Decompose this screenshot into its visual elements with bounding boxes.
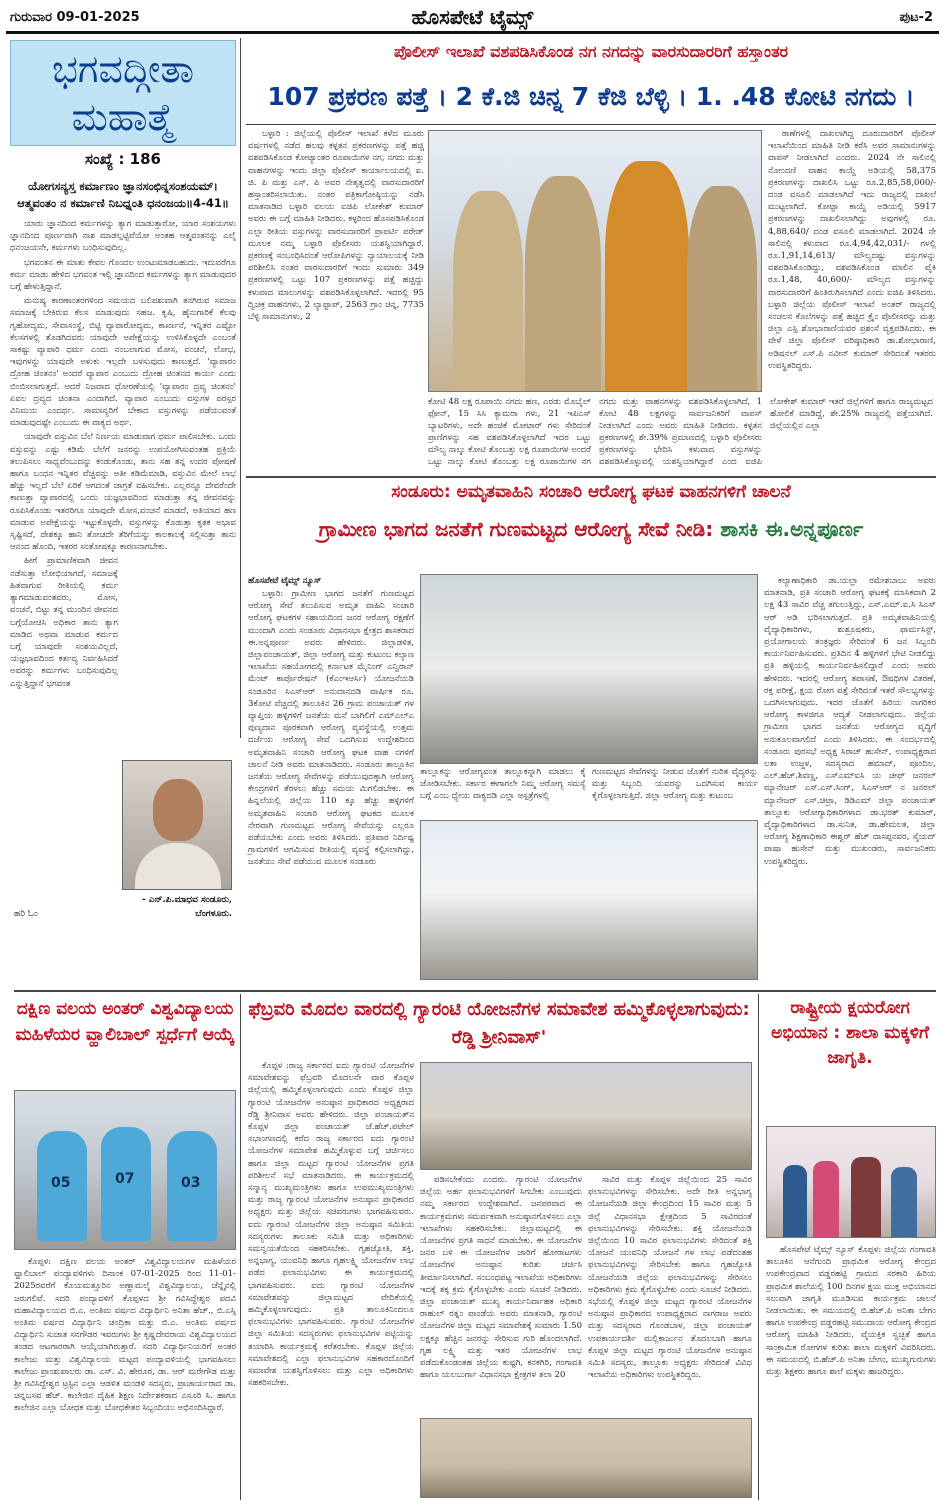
tb-body-text: ಹೊಸಪೇಟೆ ಟೈಮ್ಸ್ ನ್ಯೂಸ್ ಕೊಪ್ಪಳ: ಜಿಲ್ಲೆಯ ಗಂಗಾವತಿ ತಾಲೂಕಿನ ಆನೆಗುಂದಿ ಪ್ರಾಥಮಿಕ ಆರೋಗ್ಯ ಕೇಂದ್ರದ ಉಪಕೇಂದ್ರವಾದ ವಡ್ಡರಹಟ್ಟಿ ಗ್ರಾಮದ ಸರಕಾರಿ ಹಿರಿಯ ಪ್ರಾಥಮಿಕ ಶಾಲೆಯಲ್ಲಿ 100 ದಿನಗಳ ಕ್ಷಯ ಮುಕ್ತ ಅಭಿಯಾನದ ಸಲುವಾಗಿ ಜಾಗೃತಿ ಮೂಡಿಸುವ ಕಾರ್ಯಕ್ರಮ ಚಾಲನೆ ನೀಡಲಾಯಿತು. ಈ ಸಮಯದಲ್ಲಿ ಬಿ.ಹೆಚ್.ಪಿ ಅನಿತಾ ಬೇಗಂ ಹಾಗೂ ಉಪಕೇಂದ್ರ ವಡ್ಡರಹಟ್ಟಿ ಸಮುದಾಯ ಆರೋಗ್ಯ ಕೇಂದ್ರದ ಆರೋಗ್ಯ ಮಾಹಿತಿ ನೀಡಿದರು. ವೈಯಕ್ತಿಕ ಸ್ವಚ್ಛತೆ ಹಾಗೂ ಸಾಂಕ್ರಾಮಿಕ ರೋಗಗಳ ಕುರಿತು ಶಾಲಾ ಮಕ್ಕಳಿಗೆ ವಿವರಿಸಿದರು. ಈ ಸಮಯದಲ್ಲಿ ಬಿ.ಹೆಚ್.ಪಿ ಅನಿತಾ ಬೇಗಂ, ಮುಖ್ಯಗುರುಗಳು ಮತ್ತು ಶಿಕ್ಷಕರು ಹಾಗೂ ಶಾಲೆ ಮಕ್ಕಳು ಹಾಜರಿದ್ದರು. bbox=[766, 1245, 936, 1378]
guarantee-meeting-photo bbox=[420, 1062, 752, 1170]
officer-figure bbox=[453, 191, 523, 391]
portrait-shirt bbox=[135, 843, 221, 889]
student-figure bbox=[783, 1165, 807, 1237]
jersey-number: 07 bbox=[115, 1171, 135, 1187]
issue-date: ಗುರುವಾರ 09-01-2025 bbox=[10, 10, 140, 25]
person-figure bbox=[851, 1157, 881, 1237]
ambulance-col4-text: ಕಲ್ಯಾಣಾಧಿಕಾರಿ ಡಾ.ಯಲ್ಲಾ ರಮೇಶಬಾಬು ಅವರು ಮಾತನಾಡಿ, ಪ್ರತಿ ಸಂಚಾರಿ ಆರೋಗ್ಯ ಘಟಕಕ್ಕೆ ಮಾಸಿಕವಾಗಿ 2 ಲಕ್ಷ 43 ಸಾವಿರ ವೆಚ್ಚ ತಗುಲುತ್ತಿದ್ದು, ಎಸ್.ಎಮ್.ಐ.ಸಿ ಸಿಎಸ್ ಆರ್ ಅಡಿ ಭರಿಸಲಾಗುತ್ತದೆ. ಪ್ರತಿ ಅಮೃತವಾಹಿನಿಯಲ್ಲಿ ವೈದ್ಯಾಧಿಕಾರಿಗಳು, ಶುಶ್ರೂಷಕರು, ಫಾರ್ಮಸಿಸ್ಟ್, ಪ್ರಯೋಗಾಲಯ ತಂತ್ರಜ್ಞರು ಸೇರಿದಂತೆ 6 ಜನ ಸಿಬ್ಬಂದಿ ಕಾರ್ಯನಿರ್ವಹಿಸುವರು. ಪ್ರತಿದಿನ 4 ಹಳ್ಳಿಗಳಿಗೆ ಭೇಟಿ ನೀಡಲಿದ್ದು ಪ್ರತಿ ಹಳ್ಳಿಯಲ್ಲಿ ಕಾರ್ಯನಿರ್ವಹಿಸಲಿದ್ದಾರೆ ಎಂದು ಅವರು ಹೇಳಿದರು. ಇದರಲ್ಲಿ ಆರೋಗ್ಯ ತಪಾಸಣೆ, ಔಷಧಿಗಳ ವಿತರಣೆ, ರಕ್ತ ಪರೀಕ್ಷೆ, ಕ್ಷಯ ರೋಗ ಪತ್ತೆ ಸೇರಿದಂತೆ ಇತರೆ ಸೌಲಭ್ಯಗಳನ್ನು ಒದಗಿಸಲಾಗುವುದು. ಇದರ ಜೊತೆಗೆ ಹಿರಿಯ ನಾಗರಿಕರ ಆರೋಗ್ಯ ಕಾಳಜಿಗೂ ಆದ್ಯತೆ ನೀಡಲಾಗುವುದು. ಜಿಲ್ಲೆಯ ಗ್ರಾಮೀಣ ಭಾಗದ ಜನತೆಯ ಆರೋಗ್ಯದ ವೃದ್ಧಿಗೆ ಅನುಕೂಲವಾಗಲಿದೆ ಎಂದು ತಿಳಿಸಿದರು. ಈ ಸಂದರ್ಭದಲ್ಲಿ ಸಂಡೂರು ಪುರಸಭೆ ಅಧ್ಯಕ್ಷ ಸಿರಾಜ್ ಹುಸೇನ್, ಉಪಾಧ್ಯಕ್ಷರಾದ ಲತಾ ಉಜ್ಜಳ, ಸದಸ್ಯರಾದ ಹಮಾದ್, ಪೂಂದಿಲ, ಎಲ್.ಹೆಚ್.ಶಿವಣ್ಣ, ಎಸ್‌ಎಮ್‌ಐಸಿ ಯ ಚೀಫ್ ಜನರಲ್ ಮ್ಯಾನೇಜರ್ ಎಸ್.ಎಸ್.ಸಿಂಗ್, ಸಿಎಸ್‌ಆರ್ ನ ಜನರಲ್ ಮ್ಯಾನೇಜರ್ ಎಸ್.ಚಿಟ್ರಾ, ಡಿಡಿಎಮ್ ಜಿಲ್ಲಾ ಪಂಚಾಯತ್ ತಾಲ್ಲೂಕು ಆರೋಗ್ಯಾಧಿಕಾರಿಗಳಾದ ಡಾ.ಭರತ್ ಕುಮಾರ್, ವೈದ್ಯಾಧಿಕಾರಿಗಳಾದ ಡಾ.ಸುನಿತ, ಡಾ.ಹೇಮಲತ, ಜಿಲ್ಲಾ ಆರೋಗ್ಯ ಶಿಕ್ಷಣಾಧಿಕಾರಿ ಈಶ್ವರ್ ಹೆಚ್ ದಾಸಪ್ಪನವರ, ಸೈಯದ್ ಪಾಷಾ ಹುಸೇನ್ ಮತ್ತು ಮುಖಂಡರು, ಸಾರ್ವಜನಿಕರು ಉಪಸ್ಥಿತರಿದ್ದರು. bbox=[764, 576, 936, 867]
volleyball-players-photo bbox=[14, 1090, 236, 1250]
ambulance-mid-text-b: ಗುಣಮಟ್ಟದ ಸೇವೆಗಳನ್ನು ನೀಡುವ ಜೊತೆಗೆ ನುರಿತ ವೈದ್ಯರನ್ನು ಮತ್ತು ಸಿಬ್ಬಂದಿ ಯವರನ್ನು ಒದಗಿಸುವ ಕಾರ್ಯ ಕೈಗೊಳ್ಳಲಾಗುತ್ತಿದೆ. ಜಿಲ್ಲಾ ಆರೋಗ್ಯ ಮತ್ತು ಕುಟುಂಬ bbox=[592, 767, 758, 801]
police-col1 bbox=[248, 128, 424, 473]
person-figure bbox=[813, 1161, 839, 1237]
tb-headline: ರಾಷ್ಟ್ರೀಯ ಕ್ಷಯರೋಗ ಅಭಿಯಾನ : ಶಾಲಾ ಮಕ್ಕಳಿಗೆ ಜಾಗೃತಿ. bbox=[771, 998, 929, 1068]
gita-paragraph: ಮನುಷ್ಯ ಕಾರಣಾಂತರಗಳಿಂದ ಸಮಯದ ಬಲಿಪಶುವಾಗಿ ತನಗಿರುವ ಸಮಾಜ ಸಮಾಜಕ್ಕೆ ಬೇಕಿರುವ ಕೆಲಸ ಮಾಡುವುದು ಸಹಜ. ಕೃಷಿ, ಹೈನುಗಾರಿಕೆ ಕೆಲವು ಗೃಹೋದ್ಯಮ, ಸೇವಾಸಂಸ್ಥೆ, ಬಿಟ್ಟಿ ವ್ಯಾಪಾರೋದ್ಯಮ, ಕಾರ್ಖಾನೆ, ಇನ್ನಿತರ ಎಷ್ಟೋ ಕೆಲಸಗಳಲ್ಲಿ ತೊಡಗಿದವರು ಯಾವುದೇ ಅಪೇಕ್ಷೆಯನ್ನು ಉಳಿಸಿಕೊಳ್ಳದೇ ಎಂಬಂತೆ ಸಾಕಷ್ಟು ವ್ಯಾಪಾರಿ ಧರ್ಮ ಎಂದು ನಂಬಲಾಗುವ ಮೋಸ, ವಂಚನೆ, ಲೋಭ, ಇವುಗಳನ್ನು ಯಾವುದೇ ಅಳುಕು ಇಲ್ಲದೇ ಬಳಸುವುದು ಕಾಣುತ್ತದೆ. 'ವ್ಯಾಪಾರಂ ದ್ರೋಹ ಚಿಂತನಂ' ಅಂದರೆ ವ್ಯಾಪಾರ ಎಂಬುದು ದ್ರೋಹ ಚಿಂತನದ ಕಾರ್ಯ ಎಂದು ಬಿಂಬಿಸಲಾಗುತ್ತದೆ. ಆದರೆ ನಿಜವಾದ ಧೋರಣೆಯಲ್ಲಿ 'ವ್ಯಾಪಾರಂ ದ್ರವ್ಯ ಚಿಂತನಂ' ಏವಲ ದ್ರವ್ಯದ ಚಿಂತನಾ ಎಂದಾಗಿದೆ. ವ್ಯಾಪಾರ ಎಂಬುದು ವಸ್ತುಗಳ ಪರಸ್ಪರ ವಿನಿಮಯ ಎಂದರ್ಥ. ಸಾಮಾನ್ಯರಿಗೆ ಬೇಕಾದ ವಸ್ತುಗಳನ್ನು ಪಡೆಯುವಂತೆ ಮಾಡುವುದಷ್ಟೇ ಎಂಬುದು ಈ ವಾಕ್ಯದ ಅರ್ಥ. bbox=[10, 296, 236, 429]
volley-headline: ದಕ್ಷಿಣ ವಲಯ ಅಂತರ್ ವಿಶ್ವವಿದ್ಯಾಲಯ ಮಹಿಳೆಯರ ವ್ಹಾಲಿಬಾಲ್ ಸ್ಪರ್ಧೆಗೆ ಆಯ್ಕೆ bbox=[15, 999, 235, 1045]
portrait-face bbox=[153, 779, 203, 841]
gita-title-banner bbox=[10, 40, 236, 146]
gita-title-line1: ಭಗವದ್ಗೀತಾ bbox=[51, 47, 195, 91]
guarantee-col1 bbox=[248, 1060, 414, 1496]
guarantee-col3-text: ಸಾವಿರ ಮತ್ತು ಕೊಪ್ಪಳ ಜಿಲ್ಲೆಯಿಂದ 25 ಸಾವಿರ ಫಲಾನುಭವಿಗಳನ್ನು ಸೇರಿಸಬೇಕು. ಅದೇ ರೀತಿ ಅನ್ನಭಾಗ್ಯ ಯೋಜನೆಯಡಿ ಜಿಲ್ಲಾ ಕೇಂದ್ರದಿಂದ 15 ಸಾವಿರ ಮತ್ತು 5 ಜಿಲ್ಲೆ ವಿಧಾನಸಭಾ ಕ್ಷೇತ್ರದಿಂದ 5 ಸಾವಿರದಂತೆ ಫಲಾನುಭವಿಗಳನ್ನು ಸೇರಿಸಬೇಕು. ಶಕ್ತಿ ಯೋಜನೆಯಡಿ ಜಿಲ್ಲೆಯಿಂದ 10 ಸಾವಿರ ಫಲಾನುಭವಿಗಳು ಸೇರಿದಂತೆ ಶಕ್ತಿ ಯೋಜನೆ ಯುವನಿಧಿ ಯೋಜನೆ ಗಳ ಲಾಭ ಪಡೆದಂತಹ ಫಲಾನುಭವಿಗಳನ್ನು ಸೇರಿಸಬೇಕು ಹಾಗೂ ಗೃಹಜ್ಯೋತಿ ಯೋಜನೆಯಡಿ ಜಿಲ್ಲೆಯ ಫಲಾನುಭವಿಗಳನ್ನು ಸೇರಿಸಲು ಅಧಿಕಾರಿಗಳು ಕ್ರಮ ಕೈಗೊಳ್ಳಬೇಕು ಎಂದು ಸೂಚನೆ ನೀಡಿದರು. ಸಭೆಯಲ್ಲಿ ಕೊಪ್ಪಳ ಜಿಲ್ಲಾ ಮಟ್ಟದ ಗ್ಯಾರಂಟಿ ಯೋಜನೆಗಳ ಅನುಷ್ಠಾನ ಪ್ರಾಧಿಕಾರದ ಉಪಾಧ್ಯಕ್ಷರಾದ ನಾಗರಾಜ ಅವರು ಮತ್ತು ಸದಸ್ಯರಾದ ಗೊಂಡಬಾಳ, ಜಿಲ್ಲಾ ಪಂಚಾಯತ್ ಉಪಕಾರ್ಯದರ್ಶಿ ಮಲ್ಲಿಕಾರ್ಜುನ ತೊದಲಬಾಗಿ ಹಾಗೂ ಕೊಪ್ಪಳ ಜಿಲ್ಲಾ ಮಟ್ಟದ ಗ್ಯಾರಂಟಿ ಯೋಜನೆಗಳ ಅನುಷ್ಠಾನ ಸಮಿತಿ ಸದಸ್ಯರು, ತಾಲ್ಲೂಕು ಅಧ್ಯಕ್ಷರು ಸೇರಿದಂತೆ ವಿವಿಧ ಇಲಾಖೆಯ ಅಧಿಕಾರಿಗಳು ಉಪಸ್ಥಿತರಿದ್ದರು. bbox=[588, 1175, 752, 1381]
ambulance-col1-top bbox=[248, 588, 414, 868]
ambulance-kicker: ಸಂಡೂರು: ಅಮೃತವಾಹಿನಿ ಸಂಚಾರಿ ಆರೋಗ್ಯ ಘಟಕ ವಾಹನಗಳಿಗೆ ಚಾಲನೆ bbox=[391, 482, 791, 502]
police-col1-text: ಬಳ್ಳಾರಿ : ಜಿಲ್ಲೆಯಲ್ಲಿ ಪೊಲೀಸ್ ಇಲಾಖೆ ಕಳೆದ ಮೂರು ವರ್ಷಗಳಲ್ಲಿ ನಡೆದ ಹಲವು ಕಳ್ಳತನ ಪ್ರಕರಣಗಳನ್ನು ಪತ್ತೆ ಹಚ್ಚಿ ವಶಪಡಿಸಿಕೊಂಡ ಕೋಟ್ಯಾಂತರ ರೂಪಾಯಿಗಳ ನಗ, ನಗದು ಮತ್ತು ವಾಹನಗಳನ್ನು ಇಂದು ಜಿಲ್ಲಾ ಪೊಲೀಸ್ ಕಾರ್ಯಾಲಯದಲ್ಲಿ ಐ. ಜಿ. ಪಿ ಮತ್ತು ಎಸ್. ಪಿ ಅವರ ನೇತೃತ್ವದಲ್ಲಿ ವಾರಸುದಾರರಿಗೆ ಹಸ್ತಾಂತರಿಸಲಾಯಿತು. ನಂತರ ಪತ್ರಿಕಾಗೋಷ್ಠಿಯನ್ನು ನಡೆಸಿ ಮಾತನಾಡಿದ ಬಳ್ಳಾರಿ ವಲಯ ಐಜಿಪಿ ಲೋಕೇಶ್ ಕುಮಾರ್ ಅವರು ಈ ಬಗ್ಗೆ ಮಾಹಿತಿ ನೀಡಿದರು. ಕಳ್ಳರಿಂದ ಹೊಸಪಡಿಸಿಕೊಂಡ ಎಲ್ಲಾ ರೀತಿಯ ವಸ್ತುಗಳನ್ನು ವಾರಸುದಾರರಿಗೆ ಪ್ರಾಪರ್ಟಿ ಪರೇಡ್ ಮೂಲಕ ನಮ್ಮ ಬಳ್ಳಾರಿ ಪೊಲೀಸರು ಯಶಸ್ವಿಯಾಗಿದ್ದಾರೆ. ಪ್ರಕರಣಕ್ಕೆ ಸಂಬಂಧಿಸಿದಂತೆ ಆರೋಪಿಗಳನ್ನು ನ್ಯಾಯಾಲಯಕ್ಕೆ ನೀಡಿ ಪರಿಶೀಲಿಸಿ ನಂತರ ವಾರಸುದಾರರಿಗೆ ಇಂದು ಸುಮಾರು 349 ಪ್ರಕರಣಗಳಲ್ಲಿ ಒಟ್ಟು 107 ಪ್ರಕರಣಗಳನ್ನು ಪತ್ತೆ ಹಚ್ಚಿದ್ದು ಕಳುವಾದ ಮಾಲುಗಳನ್ನು ವಶಪಡಿಸಿಕೊಳ್ಳಲಾಗಿದೆ. ಇದರಲ್ಲಿ 95 ದ್ವಿಚಕ್ರ ವಾಹನಗಳು, 2 ಲ್ಯಾಪ್ಟಾಪ್, 2563 ಗ್ರಾಂ ಚಿನ್ನ, 7735 ಬೆಳ್ಳಿ ಸಾಮಾನುಗಳು, 2 bbox=[248, 129, 424, 323]
jersey-number: 05 bbox=[51, 1175, 71, 1191]
guarantee-col1-text: ಕೊಪ್ಪಳ :ರಾಜ್ಯ ಸರ್ಕಾರದ ಐದು ಗ್ಯಾರಂಟಿ ಯೋಜನೆಗಳ ಸಮಾವೇಶವನ್ನು ಫೆಬ್ರವರಿ ಮೊದಲನೇ ವಾರ ಕೊಪ್ಪಳ ಜಿಲ್ಲೆಯಲ್ಲಿ ಹಮ್ಮಿಕೊಳ್ಳಲಾಗುವುದು ಎಂದು ಕೊಪ್ಪಳ ಜಿಲ್ಲಾ ಗ್ಯಾರಂಟಿ ಯೋಜನೆಗಳ ಅನುಷ್ಠಾನ ಪ್ರಾಧಿಕಾರದ ಅಧ್ಯಕ್ಷರಾದ ರೆಡ್ಡಿ ಶ್ರೀನಿವಾಸ ಅವರು ಹೇಳಿದರು. ಜಿಲ್ಲಾ ಪಂಚಾಯತ್‌ನ ಕೊಪ್ಪಳ ಜಿಲ್ಲಾ ಪಂಚಾಯತ್ ಜೆ.ಹೆಚ್.ಪಟೇಲ್ ಸಭಾಂಗಣದಲ್ಲಿ ಕರೆದ ರಾಜ್ಯ ಸರ್ಕಾರದ ಐದು ಗ್ಯಾರಂಟಿ ಯೋಜನೆಗಳ ಸಮಾವೇಶ ಹಮ್ಮಿಕೊಳ್ಳುವ ಬಗ್ಗೆ ಚರ್ಚಿಸಲು ಹಾಗೂ ಜಿಲ್ಲಾ ಮಟ್ಟದ ಗ್ಯಾರಂಟಿ ಯೋಜನೆಗಳ ಪ್ರಗತಿ ಪರಿಶೀಲನೆ ಸಭೆ ಮಾತನಾಡಿದರು. ಈ ಕಾರ್ಯಕ್ರಮದಲ್ಲಿ ಸನ್ಮಾನ್ಯ ಮುಖ್ಯಮಂತ್ರಿಗಳು ಹಾಗೂ ಉಪಮುಖ್ಯಮಂತ್ರಿಗಳು ಮತ್ತು ರಾಜ್ಯ ಗ್ಯಾರಂಟಿ ಯೋಜನೆಗಳ ಅನುಷ್ಠಾನ ಪ್ರಾಧಿಕಾರದ ಅಧ್ಯಕ್ಷರು ಮತ್ತು ಜಿಲ್ಲೆಯ ಸಚಿವರುಗಳು ಭಾಗವಹಿಸುವರು. ಐದು ಗ್ಯಾರಂಟಿ ಯೋಜನೆಗಳ ಜಿಲ್ಲಾ ಅನುಷ್ಠಾನ ಸಮಿತಿಯ ಸದಸ್ಯರುಗಳು ತಾಲೂಕು ಸಮಿತಿ ಮತ್ತು ಅಧಿಕಾರಿಗಳು ಸಮನ್ವಯತೆಯಿಂದ ಸಹಕರಿಸಬೇಕು. ಗೃಹಜ್ಯೋತಿ, ಶಕ್ತಿ, ಅನ್ನಭಾಗ್ಯ, ಯುವನಿಧಿ ಹಾಗೂ ಗೃಹಲಕ್ಷ್ಮಿ ಯೋಜನೆಗಳ ಲಾಭ ಪಡೆದ ಫಲಾನುಭವಿಗಳು ಈ ಕಾರ್ಯಕ್ರಮದಲ್ಲಿ ಭಾಗವಹಿಸುವರು. ಐದು ಗ್ಯಾರಂಟಿ ಯೋಜನೆಗಳ ಸಮಾವೇಶವನ್ನು ಜಿಲ್ಲಾಮಟ್ಟದ ವೇದಿಕೆಯಲ್ಲಿ ಹಮ್ಮಿಕೊಳ್ಳಲಾಗುವುದು. ಪ್ರತಿ ತಾಲೂಕಿನಿಂದಲೂ ಫಲಾನುಭವಿಗಳು ಭಾಗವಹಿಸುವರು. ಗ್ಯಾರಂಟಿ ಯೋಜನೆಗಳ ಜಿಲ್ಲಾ ಸಮಿತಿಯ ಸದಸ್ಯರುಗಳು ಫಲಾನುಭವಿಗಳ ಪಟ್ಟಿಯನ್ನು ತಯಾರಿಸಿ ಕಾರ್ಯಕ್ರಮಕ್ಕೆ ಕರೆತರಬೇಕು. ಕೊಪ್ಪಳ ಜಿಲ್ಲೆಯ ಸಮಾವೇಶದಲ್ಲಿ ಎಲ್ಲಾ ಫಲಾನುಭವಿಗಳ ಸಹಕಾರದೊಂದಿಗೆ ಸಮಾವೇಶ ಯಶಸ್ವಿಗೊಳಿಸಲು ಮತ್ತು ಎಲ್ಲಾ ಅಧಿಕಾರಿಗಳು ಸಹಕರಿಸಬೇಕು. bbox=[248, 1061, 414, 1389]
gita-paragraph: ಹೀಗೆ ಪ್ರಾಮಾಣಿಕವಾಗಿ ಜೀವನ ನಡೆಸುತ್ತಾ ಲೋಭಿಯಾಗದೆ, ಸಮಾಜಕ್ಕೆ ಹಿತವಾಗುವ ರೀತಿಯಲ್ಲಿ ಕರ್ಮ ತ್ಯಾಗಮಾಡುವಂತವರು, ಮೋಸ, ವಂಚನೆ, ಬಿಟ್ಟು ತನ್ನ ಮುಂದಿನ ಜೀವನದ ಬಗ್ಗೆಯೋಚಿಸಿ ಅಧಿಕಾರ ತಾನು ತ್ಯಾಗ ಮಾಡಿದ ಅಥವಾ ಮಾಡುವ ಕರ್ಮದ ಬಗ್ಗೆ ಯಾವುದೇ ಸಂಶಯವಿಲ್ಲದೆ, ಯಜ್ಞಭಾವದಿಂದ ಕರ್ತವ್ಯ ನಿರ್ವಹಿಸಿದರೆ ಅವರನ್ನು ಕರ್ಮಗಳು ಬಂಧಿಸುವುದಿಲ್ಲ ಎನ್ನುತ್ತಿದ್ದಾನೆ ಭಗವಂತ bbox=[10, 556, 118, 689]
guarantee-meeting-photo-2 bbox=[420, 1418, 752, 1498]
ambulance-mid-text-a: ತಾಲ್ಲೂಕನ್ನು ಆರೋಗ್ಯವಂತ ತಾಲ್ಲೂಕನ್ನಾಗಿ ಮಾಡಲು ಕೈ ಜೋಡಿಸಬೇಕು. ಸರ್ಕಾರ ಈಗಾಗಲೇ ನಿಮ್ಮ ಆರೋಗ್ಯ ಸಮಸ್ಯೆ ಬಗ್ಗೆ ಎಂಬ ಧ್ಯೇಯ ವಾಕ್ಯದಡಿ ಎಲ್ಲಾ ಆಸ್ಪತ್ರೆಗಳಲ್ಲಿ bbox=[420, 767, 586, 801]
column-rule bbox=[240, 38, 241, 738]
ambulance-headline-part2: ಶಾಸಕಿ ಈ.ಅನ್ನಪೂರ್ಣ bbox=[720, 517, 864, 541]
headline-rule bbox=[246, 124, 936, 125]
gita-author: - ಎನ್.ಪಿ.ಮಾಧವ ಸಂಡೂರು, bbox=[141, 895, 232, 905]
section-rule bbox=[14, 990, 936, 992]
ambulance-byline: ಹೊಸಪೇಟೆ ಟೈಮ್ಸ್ ನ್ಯೂಸ್ bbox=[248, 576, 322, 586]
gita-paragraph: ಯಾರು ಜ್ಞಾನದಿಂದ ಕರ್ಮಗಳನ್ನು ತ್ಯಾಗ ಮಾಡುತ್ತಾರೋ, ಯಾರ ಸಂಶಯಗಳು ಜ್ಞಾನದಿಂದ ಪೂರ್ಣವಾಗಿ ನಾಶ ಮಾಡಲ್ಪಟ್ಟಿವೆಯೋ ಅಂತಹ ಆತ್ಮವಂತನನ್ನು ಎಲೈ ಧನಂಜಯನೇ, ಕರ್ಮಗಳು ಬಂಧಿಸುವುದಿಲ್ಲ. bbox=[10, 219, 236, 254]
column-rule bbox=[240, 994, 241, 1500]
tb-awareness-photo bbox=[766, 1126, 936, 1238]
police-kicker: ಪೊಲೀಸ್ ಇಲಾಖೆ ವಶಪಡಿಸಿಕೊಂಡ ನಗ ನಗದನ್ನು ವಾರಸುದಾರರಿಗೆ ಹಸ್ತಾಂತರ bbox=[393, 42, 789, 61]
student-figure bbox=[891, 1167, 917, 1237]
guarantee-col3 bbox=[588, 1174, 752, 1414]
gita-author-place: ಬೆಂಗಳೂರು. bbox=[195, 909, 232, 919]
author-portrait bbox=[122, 760, 232, 890]
gita-hari-om: ಹರಿ ಓಂ bbox=[14, 909, 38, 919]
gita-section bbox=[10, 40, 236, 710]
guarantee-headline: ಫೆಬ್ರವರಿ ಮೊದಲ ವಾರದಲ್ಲಿ ಗ್ಯಾರಂಟಿ ಯೋಜನೆಗಳ ಸಮಾವೇಶ ಹಮ್ಮಿಕೊಳ್ಳಲಾಗುವುದು: ರೆಡ್ಡಿ ಶ್ರೀನಿವಾಸ್' bbox=[248, 999, 750, 1048]
police-headline: 107 ಪ್ರಕರಣ ಪತ್ತೆ । 2 ಕೆ.ಜಿ ಚಿನ್ನ 7 ಕೆಜಿ ಬೆಳ್ಳಿ । 1. .48 ಕೋಟಿ ನಗದು । bbox=[267, 82, 915, 111]
paper-name: ಹೊಸಪೇಟೆ ಟೈಮ್ಸ್ bbox=[411, 5, 534, 29]
officer-figure bbox=[525, 176, 601, 391]
guarantee-col2 bbox=[420, 1174, 582, 1414]
gita-paragraph: ಯಾವುದೇ ವಸ್ತುವಿನ ಬೆಲೆ ನಿರ್ಣಯ ಮಾಡುವಾಗ ಧರ್ಮ ಪಾಲಿಸಬೇಕು. ಒಂದು ವಸ್ತುವನ್ನು ಎಷ್ಟು ಕಡಿಮೆ ಬೆಲೆಗೆ ಜನರನ್ನು ಉಪಯೋಗಿಸುವಂತಹ ಪ್ರಕ್ರಿಯೆ ತಲುಪಿಸಲು ಸಾಧ್ಯವೆಂಬುದನ್ನು ಕಂಡುಕೊಂಡು, ತಾನು ಸಹ ತನ್ನ ಉದರ ಪೋಷಣೆ ಹಾಗೂ ಬಂಧನ ಇನ್ನಿತರ ವೆಚ್ಚವನ್ನು ಅತೀ ಕಡಿಮೆಮಾಡಿ, ವಸ್ತುವಿನ ಮೇಲೆ ಲಾಭ ಹೆಚ್ಚು ಇಲ್ಲದೆ ಬೆಲೆ ಏರಿಕೆ ಆಗದಂತೆ ಜಾಗ್ರತೆ ವಹಿಸಬೇಕು. ಎಲ್ಲರನ್ನೂ ದೇವರೆಂದೇ ಕಾಣುತ್ತಾ ವ್ಯಾಪಾರದಲ್ಲಿ ಒಂದು ಯಜ್ಞಭಾವದಿಂದ ಮಾಡುತ್ತಾ ತನ್ನ ಜೀವನವನ್ನು ರೂಪಿಸಿಕೊಂಡು ಇತರರಿಗೂ ಯಾವುದೇ ಮೋಸ,ವಂಚನೆ ಮಾಡದೆ, ಅತಿಯಾದ ಹಣ ಮಾಡುವ ಅಪೇಕ್ಷೆಯನ್ನು ಇಟ್ಟುಕೊಳ್ಳದೇ, ವಸ್ತುಗಳನ್ನು ಕೊಡುತ್ತಾ ಕೃತಕ ಅಭಾವ ಸೃಷ್ಟಿಸದೆ, ದೇಶಕ್ಕೂ ಹಾನಿ ತೋಚದೇ ತೆರಿಗೆಯನ್ನು ಕಾಲಕಾಲಕ್ಕೆ ಸಲ್ಲಿಸುತ್ತಾ ತಾನು ಆನಂದ ಹೊಂದಿ, ಇತರರ ಸಂತೋಷಕ್ಕೂ ಕಾರಣನಾಗಬೇಕು. bbox=[10, 432, 236, 553]
ambulance-col1-text: ಬಳ್ಳಾರಿ: ಗ್ರಾಮೀಣ ಭಾಗದ ಜನತೆಗೆ ಗುಣಮಟ್ಟದ ಆರೋಗ್ಯ ಸೇವೆ ತಲುಪಿಸುವ ಅಮೃತ ವಾಹಿನಿ ಸಂಚಾರಿ ಆರೋಗ್ಯ ಘಟಕಗಳ ಸಹಾಯದಿಂದ ಜನರ ಆರೋಗ್ಯ ರಕ್ಷಣೆಗೆ ಮುಂದಾಗಿ ಎಂದು ಸಂಡೂರು ವಿಧಾನಸಭಾ ಕ್ಷೇತ್ರದ ಶಾಸಕರಾದ ಈ.ಅನ್ನಪೂರ್ಣ ಅವರು ಹೇಳಿದರು. ಜಿಲ್ಲಾಡಳಿತ, ಜಿಲ್ಲಾಪಂಚಾಯತ್, ಜಿಲ್ಲಾ ಆರೋಗ್ಯ ಮತ್ತು ಕುಟುಂಬ ಕಲ್ಯಾಣ ಇಲಾಖೆಯ ಸಹಯೋಗದಲ್ಲಿ ಕರ್ನಾಟಕ ಮೈನಿಂಗ್ ಎನ್ವಿರಾನ್ ಮೆಂಟ್ ಕಾರ್ಪೊರೇಷನ್ (ಕೆಎಂಇಆರ್ಸಿ) ಯೋಜನೆಯಡಿ ಸಂಡೂರಿನ ಸಿಎಸ್ಆರ್ ಅನುದಾನದಡಿ ವಾರ್ಷಿಕ ರೂ. 3ಕೋಟಿ ವೆಚ್ಚದಲ್ಲಿ ತಾಲೂಕಿನ 26 ಗ್ರಾಮ ಪಂಚಾಯತ್ ಗಳ ವ್ಯಾಪ್ತಿಯ ಹಳ್ಳಿಗಳಿಗೆ ಜನತೆಯ ಮನೆ ಬಾಗಿಲಿಗೆ ಎಮ್ಎಲ್ಎ ಪುಣ್ಯದಾನ ಪೂರಕವಾಗಿ ಆರೋಗ್ಯ ವ್ಯವಸ್ಥೆಯಲ್ಲಿ ಉತ್ತಮ ದರ್ಜೆಯ ಆರೋಗ್ಯ ಸೇವೆ ಒದಗಿಸುವ ಉದ್ದೇಶದಿಂದ ಅಮೃತವಾಹಿನಿ ಸಂಚಾರಿ ಆರೋಗ್ಯ ಘಟಕ ವಾಹ ನಗಳಿಗೆ ಚಾಲನೆ ನೀಡಿ ಅವರು ಮಾತನಾಡಿದರು. ಸಂಡೂರು ತಾಲ್ಲೂಕಿನ ಜನತೆಯ ಆರೋಗ್ಯ ಸೇವೆಗಳನ್ನು ಪಡೆಯುವುದಕ್ಕಾಗಿ ಆರೋಗ್ಯ ಕೇಂದ್ರಗಳಿಗೆ ತೆರಳಲು ಹೆಚ್ಚು ಸಮಯ ಮಿಗಲಿಡಬೇಕು. ಈ ಹಿನ್ನಲೆಯಲ್ಲಿ ಜಿಲ್ಲೆಯ 110 ಕ್ಕೂ ಹೆಚ್ಚು ಹಳ್ಳಿಗಳಿಗೆ ಅಮೃತವಾಹಿನಿ ಸಂಚಾರಿ ಆರೋಗ್ಯ ಘಟಕದ ಮೂಲಕ ನೇರವಾಗಿ ಗುಣಮಟ್ಟದ ಆರೋಗ್ಯ ಸೇವೆಯನ್ನು ಎಲ್ಲರೂ ಪಡೆಯಬೇಕು ಎಂದು ಅವರು ತಿಳಿಸಿದರು. ಪ್ರತಿವಾರ ನಿರ್ದಿಷ್ಟ ಗ್ರಾಮಗಳಿಗೆ ಆಗಮಿಸುವ ರೀತಿಯಲ್ಲಿ ವ್ಯವಸ್ಥೆ ಕಲ್ಪಿಸಲಾಗಿದ್ದು, ಜನತೆಯು ಸೇವೆ ಪಡೆಯುವ ಮೂಲಕ ಸಂಡೂರು bbox=[248, 589, 414, 868]
column-rule bbox=[758, 994, 759, 1500]
ambulance-fleet-photo bbox=[420, 820, 758, 980]
gita-number: ಸಂಖ್ಯೆ : 186 bbox=[85, 150, 161, 168]
tb-body bbox=[766, 1244, 936, 1498]
officer-figure bbox=[687, 186, 757, 391]
jersey-number: 03 bbox=[181, 1175, 201, 1191]
volley-body-text: ಕೊಪ್ಪಳ: ದಕ್ಷಿಣ ವಲಯ ಅಂತರ್ ವಿಶ್ವವಿದ್ಯಾಲಯಗಳ ಮಹಿಳೆಯರ ವ್ಹಾಲಿಬಾಲ್ ಪಂದ್ಯಾವಳಿಗಳು ದಿನಾಂಕ 07-01-2025 ರಿಂದ 11-01-2025ರವರೆಗೆ ಕೊಯಮತ್ತೂರಿನ ಅಣ್ಣಾಮಲೈ ವಿಶ್ವವಿದ್ಯಾಲಯ, ಚೆನ್ನೈನಲ್ಲಿ ಜರುಗಲಿವೆ. ಸದರಿ ಪಂದ್ಯಾವಳಿಗೆ ಕೊಪ್ಪಳದ ಶ್ರೀ ಗವಿಸಿದ್ಧೇಶ್ವರ ಪದವಿ ಮಹಾವಿದ್ಯಾಲಯದ ಬಿ.ಎ. ಅಂತಿಮ ವರ್ಷದ ವಿದ್ಯಾರ್ಥಿನಿ ಅನಿತಾ ಹೆಚ್., ಬಿ.ಎಸ್ಸಿ ಅಂತಿಮ ವರ್ಷದ ವಿದ್ಯಾರ್ಥಿನಿ ಚಂದ್ರಿಕಾ ಮತ್ತು ಬಿ.ಎ. ಅಂತಿಮ ವರ್ಷದ ವಿದ್ಯಾರ್ಥಿನಿ ಸುಜಾತ ಸನಗೌಡರ ಇವರುಗಳು ಶ್ರೀ ಕೃಷ್ಣದೇವರಾಯ ವಿಶ್ವವಿದ್ಯಾಲಯದ ತಂಡದ ಆಟಗಾರರಾಗಿ ಆಯ್ಕೆಯಾಗಿರುತ್ತಾರೆ. ಸದರಿ ವಿದ್ಯಾರ್ಥಿನಿಯರಿಗೆ ಅಂತರ ಕಾಲೇಜು ಮತ್ತು ವಿಶ್ವವಿದ್ಯಾಲಯ ಮಟ್ಟದ ಪಂದ್ಯಾವಳಿಯಲ್ಲಿ ಭಾಗವಹಿಸಲು ಕಾಲೇಜು ಪ್ರಾಂಶುಪಾಲರು ಡಾ. ಎಸ್. ವಿ. ಹೇರೂರ, ಡಾ. ಆರ್ ಮರೇಗೌಡ ಮತ್ತು ಶ್ರೀ ಗವಿಸಿದ್ದೇಶ್ವರ ಟ್ರಸ್ಟಿನ ಎಲ್ಲಾ ಆಡಳಿತ ಮಂಡಳಿ ಸದಸ್ಯರು, ಪ್ರಾಚಾರ್ಯರಾದ ಡಾ. ಚನ್ನಬಸವ ಹೆಚ್. ಕಾಲೇಜಿನ ದೈಹಿಕ ಶಿಕ್ಷಣ ನಿರ್ದೇಶಕರಾದ ಎಸೂರಿ ಸಿ. ಹಾಗೂ ಕಾಲೇಜಿನ ಎಲ್ಲಾ ಬೋಧಕ ಮತ್ತು ಬೋಧಕೇತರ ಸಿಬ್ಬಂದಿಯು ಅಭಿನಂದಿಸಿದ್ದಾರೆ. bbox=[14, 1257, 236, 1414]
gita-paragraph: ಭಗವಂತನ ಈ ಮಾತು ಕೇವಲ ಗೊಂದಲ ಉಂಟುಮಾಡಬಹುದು. ಇದುವರೆಗೂ ಕರ್ಮ ಮಾಡು ಹೇಳಿದ ಭಗವಂತ ಇಲ್ಲಿ ಜ್ಞಾನದಿಂದ ಕರ್ಮಗಳನ್ನು ತ್ಯಾಗ ಮಾಡುವುದರ ಬಗ್ಗೆ ಹೇಳುತ್ತಿದ್ದಾನೆ. bbox=[10, 257, 236, 293]
police-col4-text: ಠಾಣೆಗಳಲ್ಲಿ ದಾಖಲಾಗಿದ್ದ ದೂರುದಾರರಿಗೆ ಪೊಲೀಸ್ ಇಲಾಖೆಯಿಂದ ಮಾಹಿತಿ ನೀಡಿ ಕರೆಸಿ ಅವರ ಸಾಮಾನುಗಳನ್ನು ವಾಪಸ್ ನೀಡಲಾಗಿದೆ ಎಂದರು. 2024 ನೇ ಸಾಲಿನಲ್ಲಿ ನೋಂದಣಿ ವಾಹನ ಕಾಯ್ದೆ ಅಡಿಯಲ್ಲಿ 58,375 ಪ್ರಕರಣಗಳನ್ನು ದಾಖಲಿಸಿ ಒಟ್ಟು ರೂ.2,85,58,000/- ದಂಡ ವಸೂಲಿ ಮಾಡಲಾಗಿದೆ ಇದು ರಾಜ್ಯದಲ್ಲಿ ದಾಖಲೆ ಮುಟ್ಟಲಾಗಿದೆ. ಕೋಟ್ಪಾ ಕಾಯ್ದೆ ಅಡಿಯಲ್ಲಿ 5917 ಪ್ರಕರಣಗಳನ್ನು ದಾಖಲಿಸಲಾಗಿದ್ದು ಅವುಗಳಲ್ಲಿ ರೂ. 4,88,640/ ದಂಡ ವಸೂಲಿ ಮಾಡಲಾಗಿದೆ. 2024 ನೇ ಸಾಲಿನಲ್ಲಿ ಕಳುವಾದ ರೂ.4,94,42,031/- ಗಳಲ್ಲಿ ರೂ.1,91,14,613/ ಮೌಲ್ಯದಷ್ಟು ವಸ್ತುಗಳನ್ನು ವಶಪಡಿಸಿಕೊಂಡಿದ್ದು, ವಶಪಡಿಸಿಕೊಂಡ ಮಾಲಿನ ಪೈಕಿ ರೂ.1,48, 40,600/- ಮೌಲ್ಯದ ವಸ್ತುಗಳನ್ನು ವಾರಸುದಾರರಿಗೆ ಹಿಂತಿರುಗಿಸಲಾಗಿದೆ ಎಂದು ಐಜಿಪಿ ತಿಳಿಸಿದರು. ಬಳ್ಳಾರಿ ಜಿಲ್ಲೆಯ ಪೊಲೀಸ್ ಇಲಾಖೆ ಅಂತರ್ ರಾಜ್ಯದಲ್ಲಿ ಸಂಚಲನ ಕೊಲೆಗಳನ್ನು ಪತ್ತೆ ಹಚ್ಚಿದ ಕ್ರೈಂ ಪೊಲೀಸರನ್ನು ಮತ್ತು ಜಿಲ್ಲಾ ಎಸ್ಪಿ ಶೋಭಾರಾಣಿಯವರ ಪ್ರಶಂಸೆ ವ್ಯಕ್ತಪಡಿಸಿದರು. ಈ ವೇಳೆ ಜಿಲ್ಲಾ ಪೊಲೀಸ್ ವರಿಷ್ಠಾಧಿಕಾರಿ ಡಾ.ಶೋಭಾರಾಣಿ, ಅಡಿಷನಲ್ ಎಸ್.ಪಿ ನವೀನ್ ಕುಮಾರ್ ಸೇರಿದಂತೆ ಇತರರು ಉಪಸ್ಥಿತರಿದ್ದರು. bbox=[768, 129, 936, 371]
ambulance-headline bbox=[246, 514, 936, 544]
police-photo-text: ಕೋಟಿ 48 ಲಕ್ಷ ರೂಪಾಯಿ ನಗದು ಹಣ, ಎರಡು ಮೊಬೈಲ್ ಫೋನ್, 15 ಸಿಸಿ ಕ್ಯಾಮರಾ ಗಳು, 21 ಇಪಿಎಸ್ ಬ್ಯಾಟರಿಗಳು, ಅದೇ ಹಂಚಿಕೆ ಮೋಟಾರ್ ಗಳು ಸೇರಿದಂತೆ ಪ್ರಾಣಿಗಳನ್ನು ಸಹ ವಶಪಡಿಸಿಕೊಳ್ಳಲಾಗಿದೆ ಇದರ ಒಟ್ಟು ಮೌಲ್ಯ ನಾಲ್ಕು ಕೋಟಿ ತೊಂಬತ್ತು ಲಕ್ಷ ರೂಪಾಯಿಗಳ ಅಂದರೆ ಒಟ್ಟು ನಾಲ್ಕು ಕೋಟಿ ತೊಂಬತ್ತು ಲಕ್ಷ ರೂಪಾಯಿಗಳ ನಗ ನಗದು ಮತ್ತು ವಾಹನಗಳನ್ನು ವಶಪಡಿಸಿಕೊಳ್ಳಲಾಗಿದೆ, 1 ಕೋಟಿ 48 ಲಕ್ಷಗಳನ್ನು ಸಾರ್ವಜನಿಕರಿಗೆ ವಾಪಸ್ ನೀಡಲಾಗಿದೆ ಎಂದು ಅವರು ಮಾಹಿತಿ ನೀಡಿದರು. ಕಳ್ಳತನ ಪ್ರಕರಣಗಳಲ್ಲಿ ಶೇ.39% ಪ್ರಮಾಣದಲ್ಲಿ ಬಳ್ಳಾರಿ ಪೊಲೀಸರು ಪ್ರಕರಣಗಳನ್ನು ಭೇದಿಸಿ ಕಳುವಾದ ವಸ್ತುಗಳನ್ನು ವಶಪಡಿಸಿಕೊಳ್ಳುವಲ್ಲಿ ಯಶಸ್ವಿಯಾಗಿದ್ದಾರೆ ಎಂದ ಐಜಿಪಿ ಲೋಕೇಶ್ ಕುಮಾರ್ ಇತರೆ ಜಿಲ್ಲೆಗಳಿಗೆ ಹಾಗೂ ರಾಜ್ಯಮಟ್ಟದ ಹೋಲಿಕೆ ಮಾಡಿದ್ದೆ, ಶೇ.25% ರಾಜ್ಯದಲ್ಲಿ ಪತ್ತೆಯಾಗಿದೆ. ಜಿಲ್ಲೆಯಲ್ಲಿನ ಎಲ್ಲಾ bbox=[428, 397, 933, 467]
masthead bbox=[6, 4, 939, 34]
gita-body bbox=[10, 218, 236, 778]
ambulance-headline-part1: ಗ್ರಾಮೀಣ ಭಾಗದ ಜನತೆಗೆ ಗುಣಮಟ್ಟದ ಆರೋಗ್ಯ ಸೇವೆ ನೀಡಿ: bbox=[318, 517, 714, 541]
volley-body bbox=[14, 1256, 236, 1498]
gita-verse: ಯೋಗಸನ್ಯಸ್ತ ಕರ್ಮಾಣಂ ಜ್ಞಾನಸಂಛಿನ್ನಸಂಶಯಮ್। ಆತ್ಮವಂತಂ ನ ಕರ್ಮಾಣಿ ನಿಬಧ್ನಂತಿ ಧನಂಜಯ॥4-41॥ bbox=[17, 179, 229, 210]
gita-title-line2: ಮಹಾತ್ಮೆ bbox=[71, 95, 175, 139]
ambulance-col4 bbox=[764, 575, 936, 983]
section-rule bbox=[246, 476, 936, 478]
person-figure bbox=[605, 161, 689, 391]
guarantee-col2-text: ಪಡಿಸಬೇಕೆಂದು ಎಂದರು. ಗ್ಯಾರಂಟಿ ಯೋಜನೆಗಳ ಜಿಲ್ಲೆಯ ಅರ್ಹ ಫಲಾನುಭವಿಗಳಿಗೆ ಸಿಗಬೇಕು ಎಂಬುವುದು ನಮ್ಮ ಸರ್ಕಾರದ ಉದ್ದೇಶವಾಗಿದೆ. ಜನಪರವಾದ ಈ ಕಾರ್ಯಕ್ರಮಗಳು ಸಮರ್ಪಕವಾಗಿ ಅನುಷ್ಠಾನಗೊಳಿಸಲು ಎಲ್ಲಾ ಇಲಾಖೆಗಳು ಸಹಕರಿಸಬೇಕು. ಜಿಲ್ಲಾಮಟ್ಟದಲ್ಲಿ ಈ ಯೋಜನೆಗಳ ಪ್ರಗತಿ ಸಾಧನೆ ಮಾಡಬೇಕು. ಈ ಯೋಜನೆಗಳ ಜನರ ಬಳಿ ಈ ಯೋಜನೆಗಳ ಜಾರಿಗೆ ಹೋರಾಟಗಳು ಯೋಜನೆಗಳ ಅನುಷ್ಠಾನ ಕುರಿತು ಚರ್ಚಿಸಿ ತೀರ್ಮಾನಿಸಲಾಗಿದೆ. ಸಂಬಂಧಪಟ್ಟ ಇಲಾಖೆಯ ಅಧಿಕಾರಿಗಳು ಇದಕ್ಕೆ ತಕ್ಕ ಕ್ರಮ ಕೈಗೊಳ್ಳಬೇಕು ಎಂದು ಸೂಚನೆ ನೀಡಿದರು. ಜಿಲ್ಲಾ ಪಂಚಾಯತ್ ಮುಖ್ಯ ಕಾರ್ಯನಿರ್ವಾಹಕ ಅಧಿಕಾರಿ ರಾಹುಲ್ ರತ್ನಂ ಪಾಂಡೆಯ ಅವರು ಮಾತನಾಡಿ, ಗ್ಯಾರಂಟಿ ಯೋಜನೆಗಳ ಜಿಲ್ಲಾ ಮಟ್ಟದ ಸಮಾವೇಶಕ್ಕೆ ಸುಮಾರು 1.50 ಲಕ್ಷಕ್ಕೂ ಹೆಚ್ಚಿನ ಜನರನ್ನು ಸೇರಿಸುವ ಗುರಿ ಹೊಂದಲಾಗಿದೆ. ಗೃಹ ಲಕ್ಷ್ಮಿ ಮತ್ತು ಇತರ ಯೋಜನೆಗಳ ಲಾಭ ಪಡೆದುಕೊಂಡಂತಹ ಜಿಲ್ಲೆಯ ಕುಷ್ಟಗಿ, ಕನಕಗಿರಿ, ಗಂಗಾವತಿ ಹಾಗೂ ಯಲಬುರ್ಗಾ ವಿಧಾನಸಭಾ ಕ್ಷೇತ್ರಗಳ ತಲಾ 20 bbox=[420, 1175, 582, 1381]
police-handover-photo bbox=[428, 130, 762, 392]
police-col4 bbox=[768, 128, 936, 473]
ambulance-inauguration-photo bbox=[420, 574, 758, 764]
page-number: ಪುಟ-2 bbox=[899, 10, 933, 25]
